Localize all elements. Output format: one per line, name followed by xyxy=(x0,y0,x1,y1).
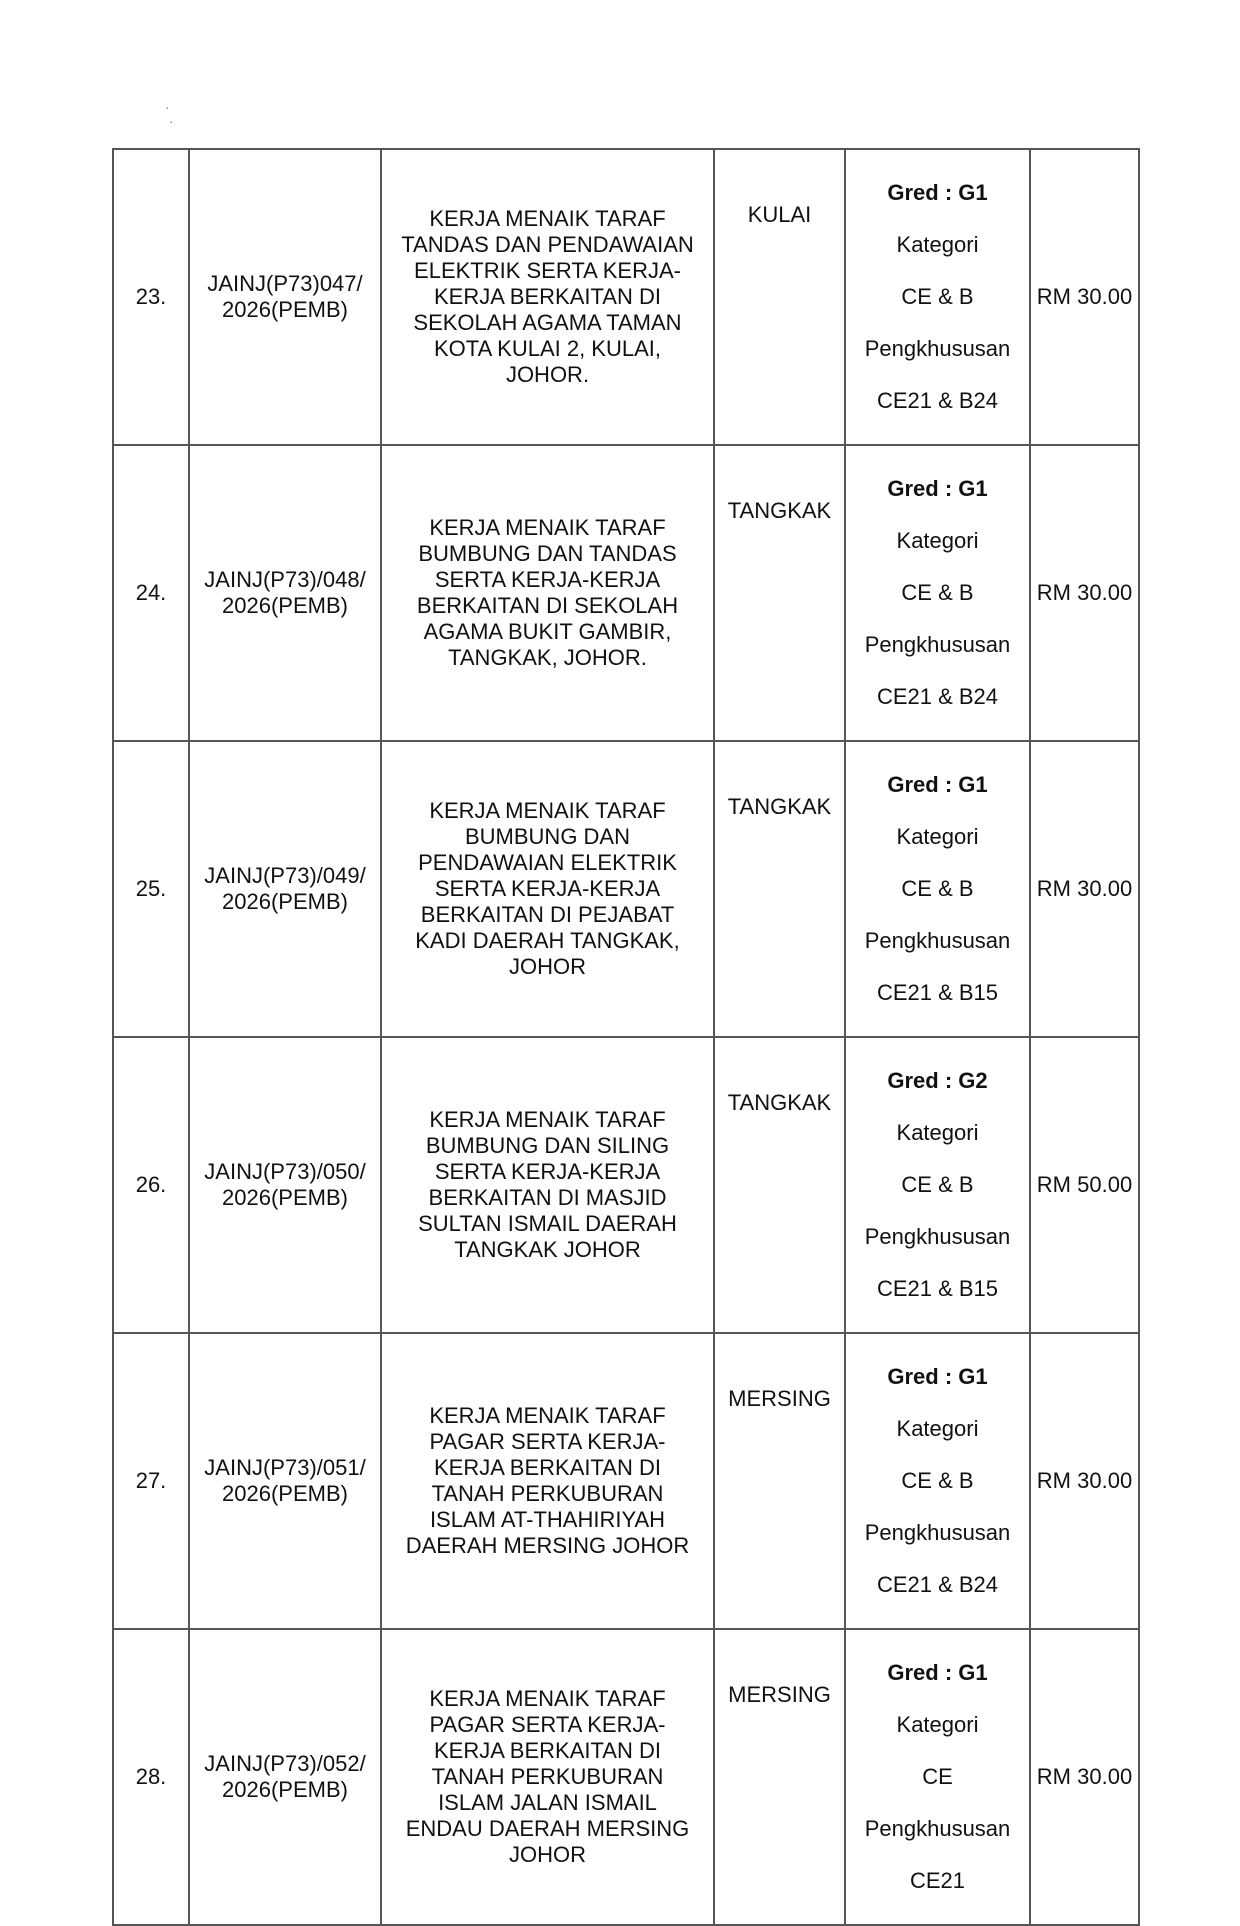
gred-label: Gred : G1 xyxy=(887,476,988,501)
scan-specks: · · xyxy=(165,99,174,129)
table-row xyxy=(113,1037,1139,1333)
district: MERSING xyxy=(714,1629,845,1925)
contractor-class xyxy=(845,1037,1030,1333)
reference-number: JAINJ(P73)/049/ 2026(PEMB) xyxy=(189,741,381,1037)
kategori-label: Kategori xyxy=(896,232,979,257)
contractor-class xyxy=(845,1629,1030,1925)
pengkhususan-label: Pengkhususan xyxy=(864,1520,1011,1545)
pengkhususan-value: CE21 & B15 xyxy=(876,980,999,1005)
gred-label: Gred : G2 xyxy=(887,1068,988,1093)
contractor-class xyxy=(845,149,1030,445)
pengkhususan-value: CE21 xyxy=(909,1868,966,1893)
row-number: 26. xyxy=(113,1037,189,1333)
row-number: 23. xyxy=(113,149,189,445)
district: KULAI xyxy=(714,149,845,445)
work-description: KERJA MENAIK TARAF BUMBUNG DAN TANDAS SERTA KERJA-KERJA BERKAITAN DI SEKOLAH AGAMA BUKIT GAMBIR, TANGKAK, JOHOR. xyxy=(381,445,714,741)
reference-number: JAINJ(P73)/052/ 2026(PEMB) xyxy=(189,1629,381,1925)
table-row xyxy=(113,149,1139,445)
district: MERSING xyxy=(714,1333,845,1629)
kategori-value: CE & B xyxy=(901,1172,974,1197)
kategori-value: CE & B xyxy=(901,1468,974,1493)
kategori-value: CE xyxy=(922,1764,953,1789)
kategori-label: Kategori xyxy=(896,1120,979,1145)
pengkhususan-label: Pengkhususan xyxy=(864,632,1011,657)
reference-number: JAINJ(P73)/050/ 2026(PEMB) xyxy=(189,1037,381,1333)
document-price: RM 50.00 xyxy=(1030,1037,1139,1333)
gred-label: Gred : G1 xyxy=(887,1364,988,1389)
table-row xyxy=(113,741,1139,1037)
gred-label: Gred : G1 xyxy=(887,772,988,797)
gred-label: Gred : G1 xyxy=(887,180,988,205)
work-description: KERJA MENAIK TARAF PAGAR SERTA KERJA- KERJA BERKAITAN DI TANAH PERKUBURAN ISLAM JALAN ISMAIL ENDAU DAERAH MERSING JOHOR xyxy=(381,1629,714,1925)
contractor-class xyxy=(845,445,1030,741)
district: TANGKAK xyxy=(714,741,845,1037)
pengkhususan-value: CE21 & B24 xyxy=(876,1572,999,1597)
reference-number: JAINJ(P73)/048/ 2026(PEMB) xyxy=(189,445,381,741)
pengkhususan-value: CE21 & B24 xyxy=(876,684,999,709)
district: TANGKAK xyxy=(714,445,845,741)
row-number: 24. xyxy=(113,445,189,741)
kategori-label: Kategori xyxy=(896,1712,979,1737)
pengkhususan-value: CE21 & B24 xyxy=(876,388,999,413)
pengkhususan-label: Pengkhususan xyxy=(864,1224,1011,1249)
work-description: KERJA MENAIK TARAF TANDAS DAN PENDAWAIAN ELEKTRIK SERTA KERJA- KERJA BERKAITAN DI SEKOLAH AGAMA TAMAN KOTA KULAI 2, KULAI, JOHOR. xyxy=(381,149,714,445)
kategori-label: Kategori xyxy=(896,1416,979,1441)
work-description: KERJA MENAIK TARAF BUMBUNG DAN PENDAWAIAN ELEKTRIK SERTA KERJA-KERJA BERKAITAN DI PEJABAT KADI DAERAH TANGKAK, JOHOR xyxy=(381,741,714,1037)
table-row xyxy=(113,1333,1139,1629)
kategori-label: Kategori xyxy=(896,528,979,553)
contractor-class xyxy=(845,1333,1030,1629)
row-number: 25. xyxy=(113,741,189,1037)
kategori-value: CE & B xyxy=(901,876,974,901)
document-price: RM 30.00 xyxy=(1030,1333,1139,1629)
document-price: RM 30.00 xyxy=(1030,149,1139,445)
table-row xyxy=(113,1629,1139,1925)
row-number: 28. xyxy=(113,1629,189,1925)
work-description: KERJA MENAIK TARAF BUMBUNG DAN SILING SERTA KERJA-KERJA BERKAITAN DI MASJID SULTAN ISMAIL DAERAH TANGKAK JOHOR xyxy=(381,1037,714,1333)
document-price: RM 30.00 xyxy=(1030,741,1139,1037)
pengkhususan-label: Pengkhususan xyxy=(864,928,1011,953)
row-number: 27. xyxy=(113,1333,189,1629)
pengkhususan-label: Pengkhususan xyxy=(864,336,1011,361)
document-price: RM 30.00 xyxy=(1030,1629,1139,1925)
pengkhususan-label: Pengkhususan xyxy=(864,1816,1011,1841)
kategori-value: CE & B xyxy=(901,580,974,605)
reference-number: JAINJ(P73)047/ 2026(PEMB) xyxy=(189,149,381,445)
document-price: RM 30.00 xyxy=(1030,445,1139,741)
kategori-value: CE & B xyxy=(901,284,974,309)
district: TANGKAK xyxy=(714,1037,845,1333)
gred-label: Gred : G1 xyxy=(887,1660,988,1685)
tender-table xyxy=(112,148,1140,1926)
kategori-label: Kategori xyxy=(896,824,979,849)
pengkhususan-value: CE21 & B15 xyxy=(876,1276,999,1301)
table-row xyxy=(113,445,1139,741)
reference-number: JAINJ(P73)/051/ 2026(PEMB) xyxy=(189,1333,381,1629)
contractor-class xyxy=(845,741,1030,1037)
work-description: KERJA MENAIK TARAF PAGAR SERTA KERJA- KERJA BERKAITAN DI TANAH PERKUBURAN ISLAM AT-THAHIRIYAH DAERAH MERSING JOHOR xyxy=(381,1333,714,1629)
